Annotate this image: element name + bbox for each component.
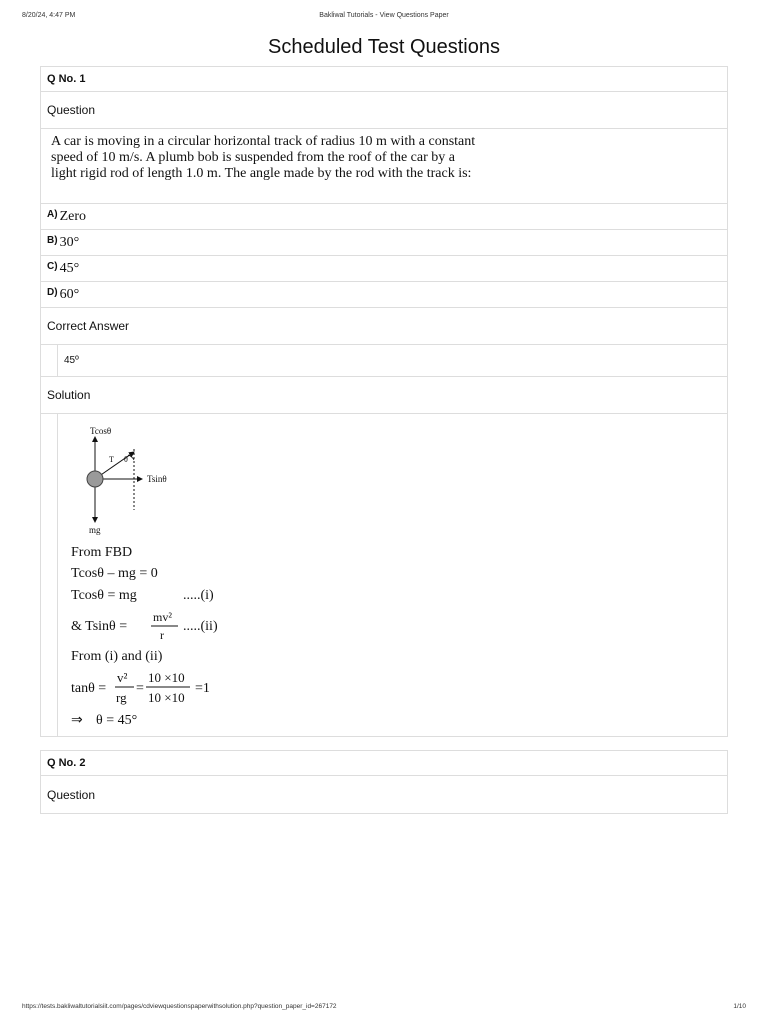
solution-line-5: From (i) and (ii) bbox=[71, 649, 163, 664]
solution-line-6-eq: = bbox=[136, 681, 144, 696]
correct-answer-row bbox=[41, 345, 727, 377]
solution-line-4b: .....(ii) bbox=[183, 619, 218, 634]
label-tcos: Tcosθ bbox=[90, 426, 112, 436]
label-tsin: Tsinθ bbox=[147, 474, 167, 484]
question-number: Q No. 2 bbox=[41, 751, 727, 776]
correct-answer-value: 45º bbox=[64, 355, 79, 366]
solution-line-4-numerator: mv² bbox=[153, 610, 172, 624]
label-theta: θ bbox=[124, 455, 128, 464]
question-block-1 bbox=[40, 66, 728, 737]
print-header bbox=[0, 10, 768, 24]
solution-line-4-denominator: r bbox=[160, 628, 164, 642]
question-text bbox=[41, 129, 727, 204]
solution-line-4a: & Tsinθ = bbox=[71, 619, 128, 634]
implies-arrow: ⇒ bbox=[71, 713, 83, 728]
solution-line-6-num2: 10 ×10 bbox=[148, 670, 185, 685]
bob-circle bbox=[87, 471, 103, 487]
question-label: Question bbox=[47, 787, 96, 802]
question-number: Q No. 1 bbox=[41, 67, 727, 92]
correct-answer-label: Correct Answer bbox=[41, 308, 727, 345]
option-b bbox=[41, 230, 727, 256]
page-title: Scheduled Test Questions bbox=[267, 36, 500, 58]
option-c bbox=[41, 256, 727, 282]
option-d bbox=[41, 282, 727, 308]
print-page-count: 1/10 bbox=[733, 1003, 746, 1010]
solution-line-3a: Tcosθ = mg bbox=[71, 588, 137, 603]
label-t: T bbox=[109, 455, 114, 464]
solution-line-2: Tcosθ – mg = 0 bbox=[71, 566, 158, 581]
solution-line-6-result: =1 bbox=[195, 681, 210, 696]
option-value: 60° bbox=[59, 286, 80, 302]
option-letter: A) bbox=[47, 209, 58, 220]
solution-line-6-den2: 10 ×10 bbox=[148, 690, 185, 705]
solution-label: Solution bbox=[41, 377, 727, 414]
option-value: 30° bbox=[59, 234, 80, 250]
option-value: 45° bbox=[59, 260, 80, 276]
print-footer bbox=[0, 1002, 768, 1014]
solution-line-1: From FBD bbox=[71, 545, 133, 560]
question-text-content: A car is moving in a circular horizontal track of radius 10 m with a constant speed of 10 m/s. A plumb bob is suspended from the roof of the car by a light rigid rod of length 1.0 m. The angle made by the rod with the track is: bbox=[51, 134, 476, 181]
solution-derivation bbox=[71, 545, 218, 728]
solution-line-3b: .....(i) bbox=[183, 588, 214, 603]
label-mg: mg bbox=[89, 525, 101, 535]
option-letter: C) bbox=[47, 261, 58, 272]
option-a bbox=[41, 204, 727, 230]
question-block-2 bbox=[40, 750, 728, 814]
solution-line-6-den1: rg bbox=[116, 690, 127, 705]
print-url: https://tests.bakliwaltutorialsiit.com/pages/cdviewquestionspaperwithsolution.php?question_paper_id=267172 bbox=[22, 1003, 337, 1010]
solution-figure bbox=[58, 414, 358, 736]
free-body-diagram bbox=[87, 426, 167, 535]
solution-line-6a: tanθ = bbox=[71, 681, 107, 696]
solution-line-7: θ = 45° bbox=[96, 713, 138, 728]
print-tab-title: Bakliwal Tutorials - View Questions Paper bbox=[319, 12, 449, 19]
indent-bar bbox=[41, 414, 58, 736]
solution-row bbox=[41, 414, 727, 736]
option-value: Zero bbox=[59, 208, 86, 224]
indent-bar bbox=[41, 345, 58, 376]
question-label: Question bbox=[41, 92, 727, 129]
option-letter: B) bbox=[47, 235, 58, 246]
print-datetime: 8/20/24, 4:47 PM bbox=[22, 12, 76, 19]
option-letter: D) bbox=[47, 287, 58, 298]
solution-line-6-num1: v² bbox=[117, 670, 128, 685]
